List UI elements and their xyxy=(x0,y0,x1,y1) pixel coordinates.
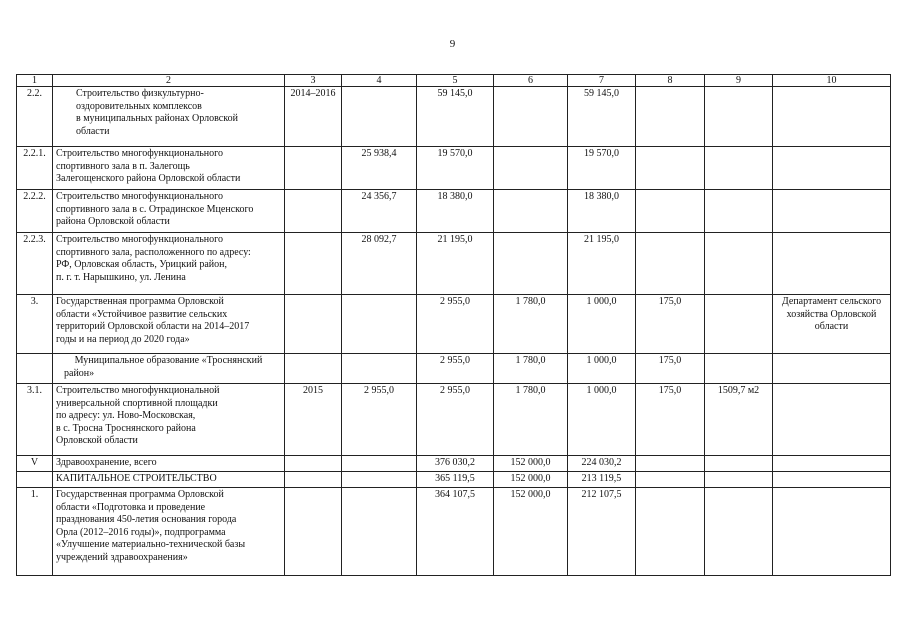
row-number-cell: 3. xyxy=(17,295,53,354)
row-number-cell: 2.2. xyxy=(17,87,53,147)
amount-cell xyxy=(636,488,705,576)
description-line: «Улучшение материально-технической базы xyxy=(56,539,246,550)
table-row xyxy=(17,384,891,456)
period-cell xyxy=(285,190,342,233)
column-header: 9 xyxy=(705,75,773,87)
cost-cell: 2 955,0 xyxy=(342,384,417,456)
description-line: Залегощенского района Орловской области xyxy=(56,173,241,184)
responsible-cell xyxy=(773,472,891,488)
cost-cell xyxy=(342,488,417,576)
amount-cell: 18 380,0 xyxy=(568,190,636,233)
description-line: универсальной спортивной площадки xyxy=(56,397,218,409)
period-cell xyxy=(285,488,342,576)
period-cell: 2014–2016 xyxy=(285,87,342,147)
period-cell xyxy=(285,472,342,488)
table-row xyxy=(17,488,891,576)
row-number-cell: 2.2.1. xyxy=(17,147,53,190)
row-number-cell xyxy=(17,354,53,384)
total-cell: 376 030,2 xyxy=(417,456,494,472)
description-cell xyxy=(53,147,285,190)
period-cell xyxy=(285,456,342,472)
amount-cell: 212 107,5 xyxy=(568,488,636,576)
total-cell: 365 119,5 xyxy=(417,472,494,488)
responsible-line: Департамент сельского xyxy=(781,296,882,307)
description-line: оздоровительных комплексов xyxy=(76,100,202,112)
column-header: 2 xyxy=(53,75,285,87)
amount-cell: 1 000,0 xyxy=(568,354,636,384)
cost-cell xyxy=(342,472,417,488)
total-cell: 2 955,0 xyxy=(417,295,494,354)
table-row xyxy=(17,190,891,233)
amount-cell: 1 000,0 xyxy=(568,384,636,456)
column-header: 5 xyxy=(417,75,494,87)
table-row xyxy=(17,147,891,190)
cost-cell: 24 356,7 xyxy=(342,190,417,233)
amount-cell: 152 000,0 xyxy=(494,456,568,472)
page-number: 9 xyxy=(449,38,456,50)
amount-cell: 59 145,0 xyxy=(568,87,636,147)
responsible-cell xyxy=(773,295,891,354)
capacity-cell xyxy=(705,354,773,384)
row-number-cell: 2.2.2. xyxy=(17,190,53,233)
description-line: Строительство многофункционального xyxy=(56,234,224,245)
amount-cell: 21 195,0 xyxy=(568,233,636,295)
total-cell: 19 570,0 xyxy=(417,147,494,190)
description-line: по адресу: ул. Ново-Московская, xyxy=(56,410,196,421)
capacity-cell xyxy=(705,456,773,472)
amount-cell xyxy=(494,233,568,295)
column-header: 8 xyxy=(636,75,705,87)
amount-cell xyxy=(636,233,705,295)
amount-cell: 1 780,0 xyxy=(494,354,568,384)
capacity-cell xyxy=(705,472,773,488)
description-line: годы и на период до 2020 года» xyxy=(56,333,190,345)
amount-cell xyxy=(636,472,705,488)
table-row xyxy=(17,472,891,488)
amount-cell: 152 000,0 xyxy=(494,488,568,576)
total-cell: 364 107,5 xyxy=(417,488,494,576)
description-line: РФ, Орловская область, Урицкий район, xyxy=(56,259,227,270)
amount-cell: 224 030,2 xyxy=(568,456,636,472)
description-line: спортивного зала в п. Залегощь xyxy=(56,160,190,172)
description-line: празднования 450-летия основания города xyxy=(56,514,237,525)
responsible-cell xyxy=(773,488,891,576)
responsible-cell xyxy=(773,233,891,295)
description-line: п. г. т. Нарышкино, ул. Ленина xyxy=(56,271,186,283)
description-line: Государственная программа Орловской xyxy=(56,489,224,500)
column-header: 6 xyxy=(494,75,568,87)
budget-table xyxy=(16,74,891,576)
period-cell xyxy=(285,233,342,295)
amount-cell xyxy=(636,190,705,233)
row-number-cell: V xyxy=(17,456,53,472)
amount-cell: 175,0 xyxy=(636,384,705,456)
responsible-cell xyxy=(773,87,891,147)
total-cell: 2 955,0 xyxy=(417,354,494,384)
description-line: КАПИТАЛЬНОЕ СТРОИТЕЛЬСТВО xyxy=(56,473,217,484)
total-cell: 59 145,0 xyxy=(417,87,494,147)
capacity-cell xyxy=(705,87,773,147)
column-header: 3 xyxy=(285,75,342,87)
capacity-cell xyxy=(705,295,773,354)
row-number-cell: 2.2.3. xyxy=(17,233,53,295)
description-line: Орловской области xyxy=(56,435,138,446)
capacity-cell xyxy=(705,147,773,190)
description-line: Здравоохранение, всего xyxy=(56,457,157,468)
table-row xyxy=(17,354,891,384)
description-line: Строительство многофункционального xyxy=(56,148,224,159)
responsible-line: хозяйства Орловской xyxy=(786,308,877,320)
description-cell xyxy=(53,472,285,488)
description-line: в с. Тросна Троснянского района xyxy=(56,422,196,434)
description-cell xyxy=(53,488,285,576)
period-cell xyxy=(285,354,342,384)
description-line: спортивного зала, расположенного по адресу: xyxy=(56,246,251,258)
cost-cell xyxy=(342,456,417,472)
total-cell: 2 955,0 xyxy=(417,384,494,456)
description-line: район» xyxy=(64,367,95,379)
header-row xyxy=(17,75,891,87)
table-row xyxy=(17,295,891,354)
amount-cell: 19 570,0 xyxy=(568,147,636,190)
description-cell xyxy=(53,233,285,295)
description-line: области «Устойчивое развитие сельских xyxy=(56,308,228,320)
cost-cell xyxy=(342,354,417,384)
table-row xyxy=(17,87,891,147)
row-number-cell: 1. xyxy=(17,488,53,576)
amount-cell xyxy=(636,87,705,147)
cost-cell: 28 092,7 xyxy=(342,233,417,295)
period-cell xyxy=(285,295,342,354)
column-header: 4 xyxy=(342,75,417,87)
description-line: области «Подготовка и проведение xyxy=(56,501,206,513)
description-line: в муниципальных районах Орловской xyxy=(76,113,238,124)
cost-cell: 25 938,4 xyxy=(342,147,417,190)
description-line: Государственная программа Орловской xyxy=(56,296,224,307)
description-cell xyxy=(53,190,285,233)
amount-cell xyxy=(494,147,568,190)
responsible-line: области xyxy=(814,321,849,332)
amount-cell: 213 119,5 xyxy=(568,472,636,488)
amount-cell xyxy=(494,87,568,147)
amount-cell xyxy=(494,190,568,233)
description-cell xyxy=(53,354,285,384)
capacity-cell: 1509,7 м2 xyxy=(705,384,773,456)
description-line: Муниципальное образование «Троснянский xyxy=(74,355,263,366)
capacity-cell xyxy=(705,233,773,295)
amount-cell xyxy=(636,456,705,472)
period-cell: 2015 xyxy=(285,384,342,456)
capacity-cell xyxy=(705,190,773,233)
cost-cell xyxy=(342,295,417,354)
description-line: Орла (2012–2016 годы)», подпрограмма xyxy=(56,526,226,538)
responsible-cell xyxy=(773,456,891,472)
capacity-cell xyxy=(705,488,773,576)
total-cell: 18 380,0 xyxy=(417,190,494,233)
amount-cell: 1 780,0 xyxy=(494,295,568,354)
responsible-cell xyxy=(773,384,891,456)
period-cell xyxy=(285,147,342,190)
description-line: спортивного зала в с. Отрадинское Мценского xyxy=(56,203,254,215)
amount-cell: 175,0 xyxy=(636,354,705,384)
responsible-cell xyxy=(773,190,891,233)
description-cell xyxy=(53,295,285,354)
responsible-cell xyxy=(773,147,891,190)
description-line: Строительство многофункциональной xyxy=(56,385,220,396)
responsible-cell xyxy=(773,354,891,384)
amount-cell: 152 000,0 xyxy=(494,472,568,488)
column-header: 10 xyxy=(773,75,891,87)
description-line: области xyxy=(76,125,110,137)
total-cell: 21 195,0 xyxy=(417,233,494,295)
amount-cell: 1 780,0 xyxy=(494,384,568,456)
table-row xyxy=(17,456,891,472)
cost-cell xyxy=(342,87,417,147)
description-cell xyxy=(53,87,285,147)
amount-cell: 175,0 xyxy=(636,295,705,354)
column-header: 7 xyxy=(568,75,636,87)
row-number-cell: 3.1. xyxy=(17,384,53,456)
row-number-cell xyxy=(17,472,53,488)
description-line: территорий Орловской области на 2014–2017 xyxy=(56,321,250,332)
amount-cell xyxy=(636,147,705,190)
description-cell xyxy=(53,384,285,456)
description-cell xyxy=(53,456,285,472)
description-line: учреждений здравоохранения» xyxy=(56,551,188,563)
description-line: района Орловской области xyxy=(56,216,170,227)
description-line: Строительство физкультурно- xyxy=(76,88,204,99)
column-header: 1 xyxy=(17,75,53,87)
table-row xyxy=(17,233,891,295)
amount-cell: 1 000,0 xyxy=(568,295,636,354)
description-line: Строительство многофункционального xyxy=(56,191,224,202)
